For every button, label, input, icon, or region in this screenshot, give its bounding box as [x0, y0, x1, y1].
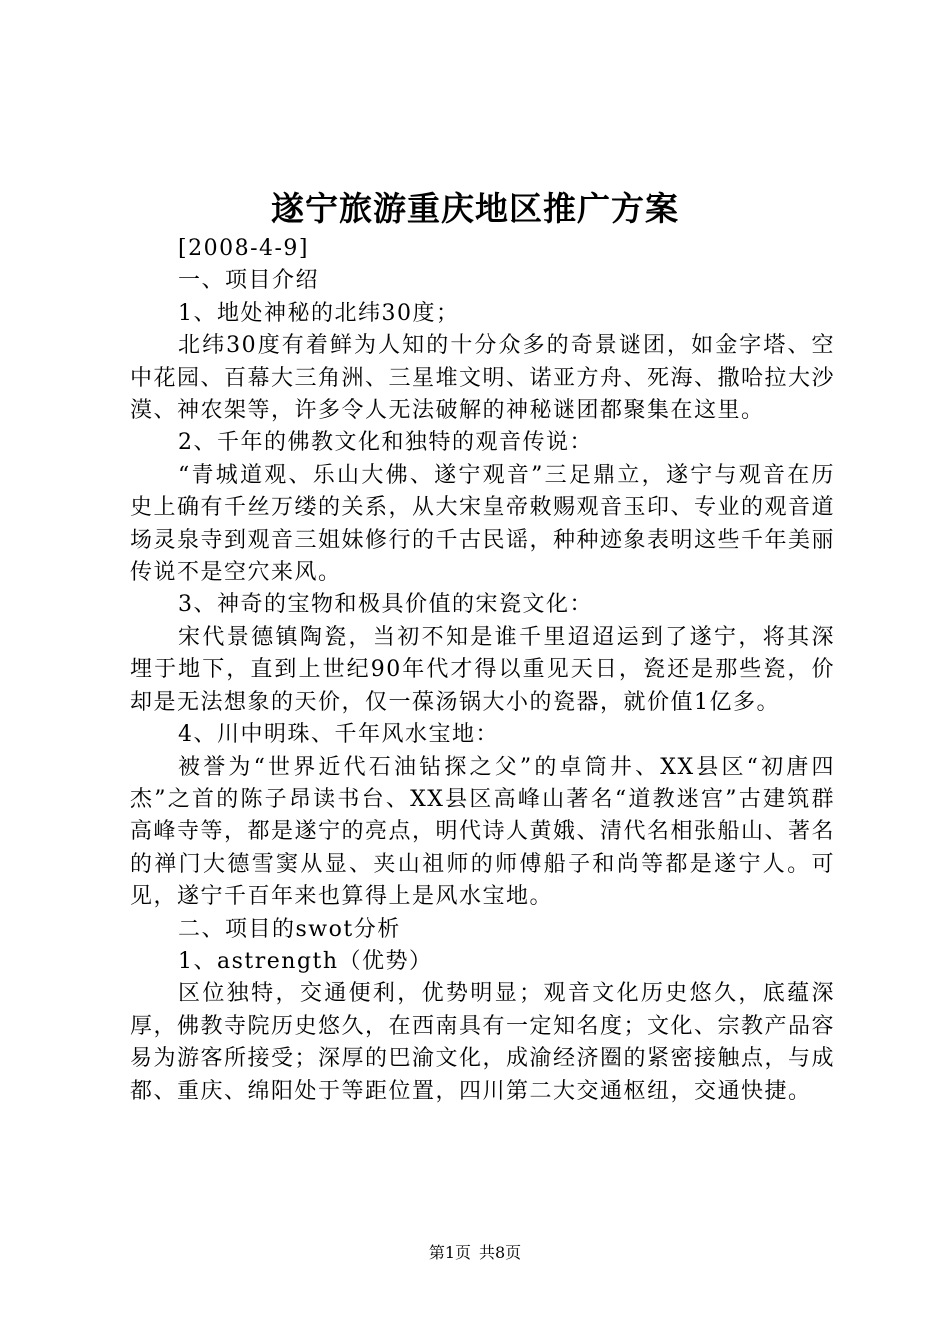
page-footer [0, 1242, 950, 1264]
section-heading: 二、项目的swot分析 [178, 916, 401, 942]
document-title: 遂宁旅游重庆地区推广方案 [271, 189, 679, 228]
body-paragraph: 被誉为“世界近代石油钻探之父”的卓筒井、XX县区“初唐四杰”之首的陈子昂读书台、XX县区高峰山著名“道教迷宫”古建筑群高峰寺等，都是遂宁的亮点，明代诗人黄娥、清代名相张船山、著名的禅门大德雪窦从显、夹山祖师的师傅船子和尚等都是遂宁人。可见，遂宁千百年来也算得上是风水宝地。 [130, 754, 836, 910]
subsection-heading: 2、千年的佛教文化和独特的观音传说： [178, 430, 593, 456]
subsection-heading: 1、astrength（优势） [178, 948, 433, 974]
subsection-heading: 3、神奇的宝物和极具价值的宋瓷文化： [178, 592, 593, 618]
subsection-heading: 4、川中明珠、千年风水宝地： [178, 722, 499, 748]
body-paragraph: 宋代景德镇陶瓷，当初不知是谁千里迢迢运到了遂宁，将其深埋于地下，直到上世纪90年代才得以重见天日，瓷还是那些瓷，价却是无法想象的天价，仅一葆汤锅大小的瓷器，就价值1亿多。 [130, 624, 835, 715]
body-paragraph: “青城道观、乐山大佛、遂宁观音”三足鼎立，遂宁与观音在历史上确有千丝万缕的关系，从大宋皇帝敕赐观音玉印、专业的观音道场灵泉寺到观音三姐妹修行的千古民谣，种种迹象表明这些千年美丽传说不是空穴来风。 [130, 462, 836, 586]
page-number: 第1页 [428, 1243, 471, 1262]
document-body [130, 233, 835, 1108]
date-line: [2008-4-9] [178, 236, 310, 261]
body-paragraph: 区位独特，交通便利，优势明显；观音文化历史悠久，底蕴深厚，佛教寺院历史悠久，在西南具有一定知名度；文化、宗教产品容易为游客所接受；深厚的巴渝文化，成渝经济圈的紧密接触点，与成都、重庆、绵阳处于等距位置，四川第二大交通枢纽，交通快捷。 [130, 981, 836, 1104]
section-heading: 一、项目介绍 [178, 268, 320, 294]
body-paragraph: 北纬30度有着鲜为人知的十分众多的奇景谜团，如金字塔、空中花园、百幕大三角洲、三星堆文明、诺亚方舟、死海、撒哈拉大沙漠、神农架等，许多令人无法破解的神秘谜团都聚集在这里。 [130, 333, 836, 424]
subsection-heading: 1、地处神秘的北纬30度； [178, 300, 460, 326]
page-total: 共8页 [479, 1243, 522, 1262]
